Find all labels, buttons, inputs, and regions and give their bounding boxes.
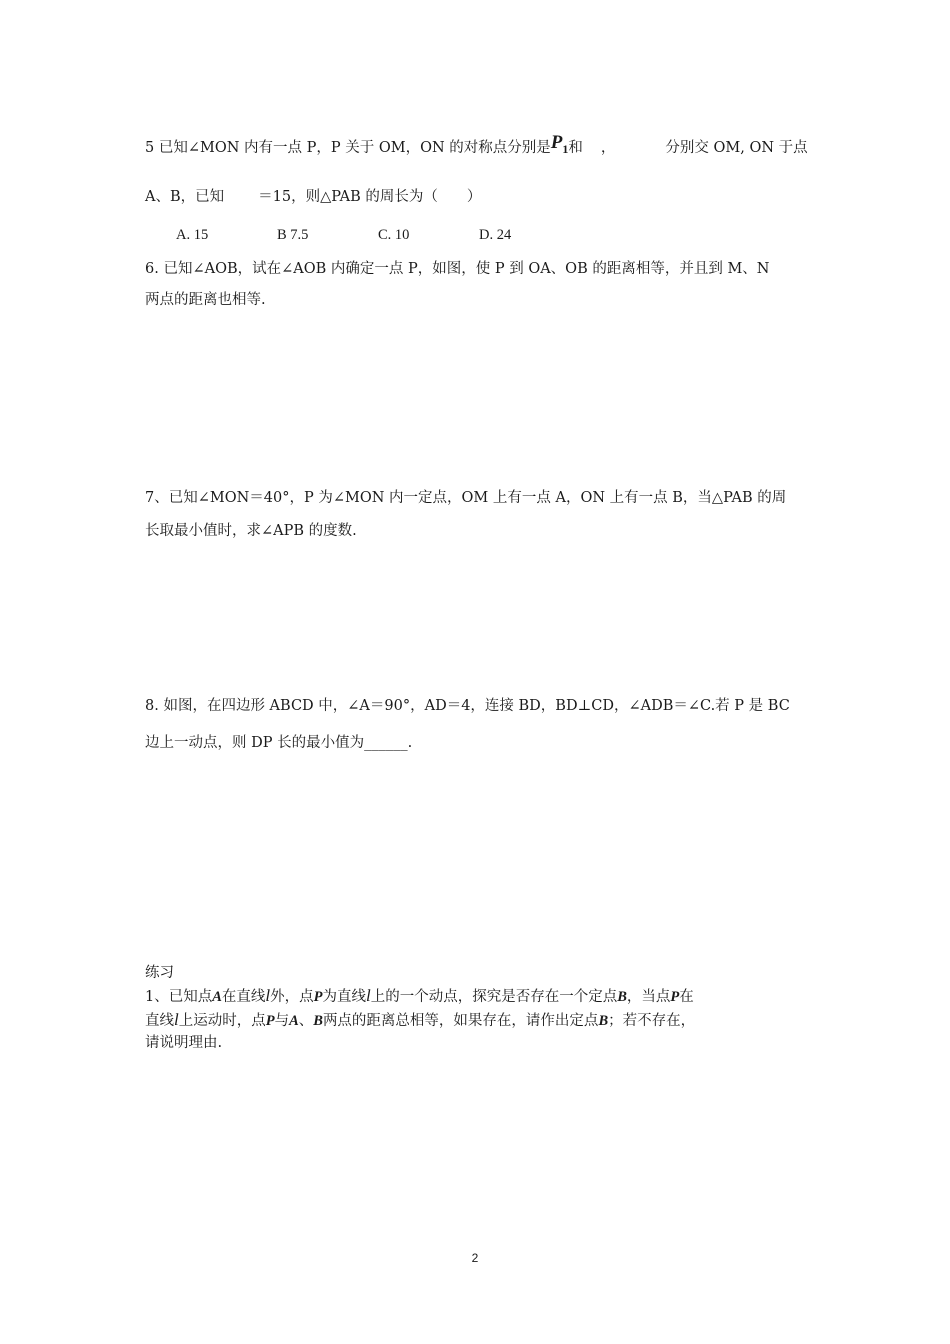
option-a: A. 15 [176, 227, 209, 243]
q6-line2: 两点的距离也相等. [145, 292, 266, 308]
q7-line2: 长取最小值时，求∠APB 的度数. [145, 523, 357, 539]
q5-line2 [145, 187, 481, 207]
q7-line1: 7、已知∠MON＝40°，P 为∠MON 内一定点，OM 上有一点 A，ON 上有一点 B，当△PAB 的周 [145, 490, 787, 506]
line-l: l [265, 986, 271, 1005]
option-c: C. 10 [378, 227, 410, 243]
q5-line2-b: ＝15，则△PAB 的周长为（ ） [258, 189, 482, 205]
point-p: P [313, 989, 323, 1005]
q8-line1: 8. 如图，在四边形 ABCD 中，∠A＝90°，AD＝4，连接 BD，BD⊥CD，∠ADB＝∠C.若 P 是 BC [145, 698, 790, 714]
practice-heading: 练习 [145, 965, 174, 981]
q5-line1-comma: ， [600, 140, 616, 156]
q5-line1 [145, 132, 808, 163]
option-d: D. 24 [479, 227, 512, 243]
page-number: 2 [471, 1251, 479, 1265]
q5-line1-and: 和 [568, 140, 583, 156]
q6-line1: 6. 已知∠AOB，试在∠AOB 内确定一点 P，如图，使 P 到 OA、OB 的距离相等，并且到 M、N [145, 261, 770, 277]
practice-line1: 1、已知点A在直线l外，点P为直线l上的一个动点，探究是否存在一个定点B，当点P在 [145, 986, 694, 1005]
q5-line2-a: A、B，已知 [145, 189, 225, 205]
point-a: A [212, 989, 222, 1005]
q8-line2: 边上一动点，则 DP 长的最小值为______. [145, 735, 413, 751]
q5-line1-text: 5 已知∠MON 内有一点 P，P 关于 OM，ON 的对称点分别是 [145, 140, 551, 156]
option-b: B 7.5 [277, 227, 309, 243]
practice-line3: 请说明理由. [145, 1035, 223, 1051]
p1-symbol: $P_1$ [550, 132, 569, 156]
practice-line2: 直线l上运动时，点P与A、B两点的距离总相等，如果存在，请作出定点B；若不存在， [145, 1010, 696, 1029]
point-b: B [617, 989, 627, 1005]
q5-line1-end: 分别交 OM, ON 于点 [665, 140, 808, 156]
